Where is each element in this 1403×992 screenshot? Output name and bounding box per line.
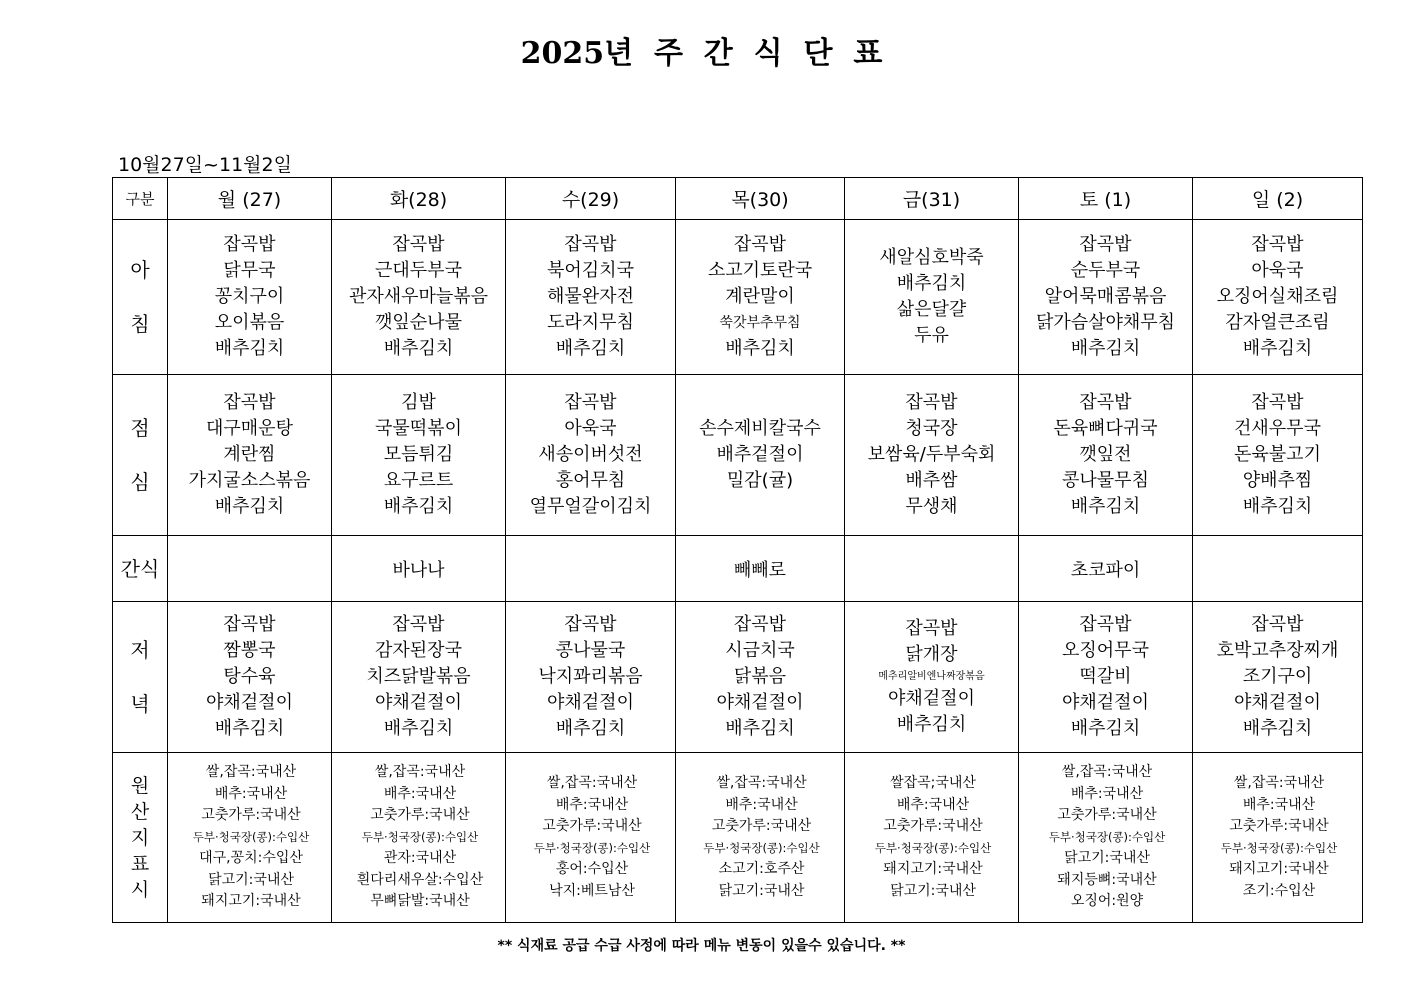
dish-item: 홍어무침: [555, 470, 626, 491]
dinner-cell: [332, 602, 506, 753]
dish-item: 대구매운탕: [206, 418, 293, 439]
origin-item: 닭고기:국내산: [890, 882, 976, 899]
dish-item: 잡곡밥: [223, 234, 276, 255]
dish-item: 국물떡볶이: [375, 418, 462, 439]
dish-list: [845, 616, 1018, 738]
origin-cell: [506, 753, 676, 923]
lunch-cell: [168, 375, 332, 536]
lunch-cell: [1193, 375, 1363, 536]
origin-item: 배추:국내산: [896, 796, 970, 813]
snack-cell: [845, 536, 1019, 602]
dish-list: [1019, 612, 1192, 742]
dish-list: [676, 416, 844, 494]
origin-item: 대구,꽁치:수입산: [199, 850, 303, 867]
dish-list: [1193, 232, 1362, 362]
dinner-cell: [506, 602, 676, 753]
dish-item: 야채겉절이: [716, 692, 804, 713]
dish-item: 요구르트: [383, 470, 454, 491]
origin-list: [845, 773, 1018, 902]
origin-item: 닭고기:국내산: [1064, 850, 1150, 867]
dish-item: 양배추찜: [1242, 470, 1313, 491]
dish-item: 배추김치: [214, 338, 285, 359]
dish-list: [168, 232, 331, 362]
dish-list: [332, 390, 505, 520]
dish-item: 북어김치국: [547, 260, 634, 281]
dinner-cell: [676, 602, 845, 753]
dish-list: [506, 390, 675, 520]
dish-item: 잡곡밥: [392, 614, 445, 635]
dish-item: 콩나물무침: [1062, 470, 1149, 491]
dish-item: 배추겉절이: [716, 444, 804, 465]
dish-list: [1193, 390, 1362, 520]
origin-item: 돼지고기:국내산: [201, 893, 301, 910]
dish-item: 닭무국: [223, 260, 276, 281]
origin-label: [113, 753, 168, 923]
origin-item: 쌀,잡곡:국내산: [205, 764, 297, 781]
dish-item: 계란찜: [223, 444, 276, 465]
dish-item: 배추김치: [1242, 718, 1313, 739]
dish-item: 두유: [914, 325, 949, 346]
origin-list: [1193, 773, 1362, 902]
snack-cell: [506, 536, 676, 602]
dish-item: 호박고추장찌개: [1216, 640, 1339, 661]
dish-item: 잡곡밥: [1251, 234, 1304, 255]
origin-list: [506, 773, 675, 902]
dish-item: 무생채: [905, 496, 958, 517]
origin-item: 배추:국내산: [1242, 796, 1316, 813]
lunch-cell: [506, 375, 676, 536]
breakfast-label: [113, 220, 168, 375]
dish-list: [506, 612, 675, 742]
dish-list: [168, 390, 331, 520]
breakfast-cell: [332, 220, 506, 375]
dish-list: [845, 245, 1018, 349]
dish-item: 배추김치: [1242, 496, 1313, 517]
origin-item: 배추:국내산: [555, 796, 629, 813]
origin-item: 배추:국내산: [1070, 785, 1144, 802]
dish-item: 잡곡밥: [1251, 392, 1304, 413]
dish-item: 감자얼큰조림: [1225, 312, 1330, 333]
origin-item: 두부·청국장(콩):수입산: [703, 840, 820, 855]
origin-item: 고춧가루:국내산: [542, 818, 642, 834]
day-header: 월 (27): [168, 178, 332, 220]
breakfast-cell: [506, 220, 676, 375]
dish-item: 야채겉절이: [547, 692, 634, 713]
dish-item: 잡곡밥: [392, 234, 445, 255]
label-char: 심: [130, 470, 150, 494]
origin-item: 닭고기:국내산: [208, 871, 294, 888]
dish-item: 야채겉절이: [206, 692, 293, 713]
day-header: 수(29): [506, 178, 676, 220]
day-header: 화(28): [332, 178, 506, 220]
lunch-cell: [845, 375, 1019, 536]
dish-item: 배추김치: [1070, 718, 1141, 739]
dish-item: 잡곡밥: [1251, 614, 1304, 635]
dish-item: 닭가슴살야채무침: [1035, 312, 1176, 333]
dish-item: 배추김치: [725, 718, 795, 739]
breakfast-cell: [1019, 220, 1193, 375]
origin-item: 두부·청국장(콩):수입산: [1220, 840, 1338, 855]
label-char: 산: [130, 800, 150, 823]
dish-item: 짬뽕국: [223, 640, 276, 661]
origin-item: 쌀,잡곡:국내산: [374, 764, 466, 781]
label-char: 표: [130, 852, 150, 875]
dish-item: 청국장: [905, 418, 958, 439]
dish-item: 잡곡밥: [1079, 614, 1132, 635]
origin-cell: [1193, 753, 1363, 923]
label-char: 지: [130, 826, 150, 849]
dish-item: 오이볶음: [214, 312, 285, 333]
dish-item: 배추김치: [383, 338, 454, 359]
dish-item: 잡곡밥: [1079, 234, 1132, 255]
dish-item: 깻잎순나물: [375, 312, 462, 333]
origin-item: 고춧가루:국내산: [201, 807, 301, 824]
dish-item: 아욱국: [564, 418, 617, 439]
dish-item: 근대두부국: [375, 260, 462, 281]
origin-cell: [332, 753, 506, 923]
origin-cell: [845, 753, 1019, 923]
origin-item: 오징어:원양: [1070, 893, 1144, 910]
origin-item: 쌀,잡곡:국내산: [1061, 764, 1153, 781]
dish-item: 시금치국: [725, 640, 795, 661]
dish-item: 야채겉절이: [888, 688, 975, 709]
snack-label: 간식: [113, 536, 168, 602]
dish-item: 새송이버섯전: [538, 444, 643, 465]
dish-item: 오징어실채조림: [1216, 286, 1339, 307]
page-title: 2025년 주 간 식 단 표: [520, 36, 883, 71]
lunch-row: [113, 375, 1363, 536]
weekly-menu-table: [112, 177, 1363, 923]
dish-item: 잡곡밥: [564, 392, 617, 413]
dish-list: [1019, 390, 1192, 520]
dish-item: 배추쌈: [905, 470, 958, 491]
dish-item: 야채겉절이: [1062, 692, 1149, 713]
day-header: 목(30): [676, 178, 845, 220]
origin-item: 고춧가루:국내산: [711, 818, 812, 834]
lunch-label: [113, 375, 168, 536]
dish-item: 돈육불고기: [1234, 444, 1321, 465]
origin-item: 두부·청국장(콩):수입산: [874, 840, 992, 855]
dish-item: 배추김치: [383, 496, 454, 517]
origin-item: 낙지:베트남산: [549, 882, 635, 899]
lunch-cell: [1019, 375, 1193, 536]
dish-item: 잡곡밥: [223, 614, 276, 635]
dish-item: 잡곡밥: [564, 614, 617, 635]
lunch-cell: [332, 375, 506, 536]
label-char: 침: [130, 312, 150, 336]
day-header: 금(31): [845, 178, 1019, 220]
dish-item: 배추김치: [555, 338, 626, 359]
dish-item: 치즈닭발볶음: [366, 666, 471, 687]
origin-item: 쌀잡곡;국내산: [890, 775, 976, 791]
snack-cell: 빼빼로: [676, 536, 845, 602]
origin-item: 배추:국내산: [725, 796, 798, 813]
corner-label: 구분: [113, 178, 168, 220]
dish-item: 오징어무국: [1062, 640, 1149, 661]
snack-cell: 바나나: [332, 536, 506, 602]
origin-item: 쌀,잡곡:국내산: [1233, 775, 1325, 791]
origin-cell: [168, 753, 332, 923]
dish-item: 낙지꽈리볶음: [538, 666, 643, 687]
breakfast-cell: [1193, 220, 1363, 375]
dish-item: 배추김치: [383, 718, 454, 739]
dish-item: 배추김치: [555, 718, 626, 739]
snack-cell: 초코파이: [1019, 536, 1193, 602]
dish-item: 콩나물국: [555, 640, 626, 661]
origin-item: 흰다리새우살:수입산: [356, 871, 484, 888]
dish-item: 순두부국: [1070, 260, 1141, 281]
dish-item: 배추김치: [1242, 338, 1313, 359]
dish-item: 조기구이: [1242, 666, 1313, 687]
dish-item: 소고기토란국: [707, 260, 813, 281]
dish-item: 배추김치: [1070, 496, 1141, 517]
dish-list: [845, 390, 1018, 520]
dish-item: 닭볶음: [733, 666, 787, 687]
dish-item: 야채겉절이: [375, 692, 462, 713]
dish-item: 돈육뼈다귀국: [1053, 418, 1158, 439]
dish-item: 도라지무침: [547, 312, 634, 333]
breakfast-cell: [845, 220, 1019, 375]
dish-list: [168, 612, 331, 742]
dish-item: 야채겉절이: [1234, 692, 1321, 713]
origin-item: 쌀,잡곡:국내산: [546, 775, 638, 791]
label-char: 아: [130, 258, 150, 282]
dish-item: 배추김치: [1070, 338, 1141, 359]
dinner-cell: [1019, 602, 1193, 753]
origin-item: 관자:국내산: [383, 850, 457, 867]
dish-item: 손수제비칼국수: [699, 418, 821, 439]
origin-item: 조기:수입산: [1242, 882, 1316, 899]
dish-list: [506, 232, 675, 362]
origin-item: 배추:국내산: [383, 785, 457, 802]
dinner-cell: [168, 602, 332, 753]
breakfast-cell: [168, 220, 332, 375]
snack-cell: [1193, 536, 1363, 602]
lunch-cell: [676, 375, 845, 536]
day-header: 토 (1): [1019, 178, 1193, 220]
label-char: 시: [130, 878, 150, 901]
origin-item: 두부·청국장(콩):수입산: [361, 829, 479, 844]
dish-item: 알어묵매콤볶음: [1044, 286, 1167, 307]
dish-item: 삶은달걀: [896, 299, 967, 320]
origin-item: 두부·청국장(콩):수입산: [533, 840, 651, 855]
dish-item: 계란말이: [725, 286, 795, 307]
snack-row: [113, 536, 1363, 602]
dinner-label: [113, 602, 168, 753]
dinner-cell: [1193, 602, 1363, 753]
snack-cell: [168, 536, 332, 602]
dish-item: 배추김치: [725, 338, 795, 359]
dish-item: 잡곡밥: [564, 234, 617, 255]
dish-item: 잡곡밥: [223, 392, 276, 413]
dish-list: [332, 232, 505, 362]
origin-item: 닭고기:국내산: [718, 882, 805, 899]
origin-row: [113, 753, 1363, 923]
origin-cell: [676, 753, 845, 923]
dish-list: [1193, 612, 1362, 742]
header-row: [113, 178, 1363, 220]
dish-item: 관자새우마늘볶음: [348, 286, 489, 307]
dish-list: [332, 612, 505, 742]
dish-item: 건새우무국: [1234, 418, 1321, 439]
origin-item: 무뼈닭발:국내산: [370, 893, 470, 910]
dish-item: 잡곡밥: [905, 392, 958, 413]
origin-item: 돼지고기:국내산: [883, 861, 983, 877]
origin-item: 돼지고기:국내산: [1229, 861, 1329, 877]
date-range: 10월27일~11월2일: [118, 154, 292, 176]
dinner-row: [113, 602, 1363, 753]
dish-item: 아욱국: [1251, 260, 1304, 281]
dinner-cell: [845, 602, 1019, 753]
dish-item: 배추김치: [214, 496, 285, 517]
dish-item: 김밥: [401, 392, 436, 413]
dish-item: 쑥갓부추무침: [719, 315, 801, 331]
origin-item: 고춧가루:국내산: [883, 818, 983, 834]
dish-item: 잡곡밥: [733, 614, 787, 635]
origin-item: 소고기:호주산: [718, 861, 805, 877]
dish-item: 잡곡밥: [733, 234, 787, 255]
dish-item: 배추김치: [214, 718, 285, 739]
dish-item: 감자된장국: [375, 640, 462, 661]
dish-item: 메추리알비엔나짜장볶음: [878, 671, 985, 682]
dish-item: 떡갈비: [1079, 666, 1132, 687]
origin-list: [676, 773, 844, 902]
dish-list: [676, 232, 844, 362]
dish-item: 가지굴소스볶음: [188, 470, 311, 491]
dish-item: 해물완자전: [547, 286, 634, 307]
dish-item: 꽁치구이: [214, 286, 285, 307]
dish-item: 새알심호박죽: [879, 247, 984, 268]
origin-list: [1019, 762, 1192, 913]
dish-item: 배추김치: [896, 714, 967, 735]
label-char: 저: [130, 638, 150, 662]
dish-item: 보쌈육/두부숙회: [867, 444, 996, 465]
origin-item: 쌀,잡곡:국내산: [716, 775, 807, 791]
label-char: 녁: [130, 692, 150, 716]
origin-item: 두부·청국장(콩):수입산: [1048, 829, 1166, 844]
dish-item: 밀감(귤): [726, 470, 794, 491]
dish-item: 깻잎전: [1079, 444, 1132, 465]
day-header: 일 (2): [1193, 178, 1363, 220]
dish-item: 잡곡밥: [905, 618, 958, 639]
origin-list: [168, 762, 331, 913]
breakfast-cell: [676, 220, 845, 375]
origin-item: 홍어:수입산: [555, 861, 629, 877]
notice-text: ** 식재료 공급 수급 사정에 따라 메뉴 변동이 있을수 있습니다. **: [497, 938, 906, 954]
origin-item: 고춧가루:국내산: [1057, 807, 1157, 824]
breakfast-row: [113, 220, 1363, 375]
dish-item: 잡곡밥: [1079, 392, 1132, 413]
origin-item: 고춧가루:국내산: [370, 807, 470, 824]
dish-item: 닭개장: [905, 644, 958, 665]
origin-list: [332, 762, 505, 913]
origin-item: 배추:국내산: [214, 785, 288, 802]
dish-item: 열무얼갈이김치: [529, 496, 652, 517]
label-char: 점: [130, 416, 150, 440]
dish-item: 탕수육: [223, 666, 276, 687]
origin-item: 돼지등뼈:국내산: [1057, 871, 1157, 888]
dish-item: 모듬튀김: [383, 444, 454, 465]
origin-item: 고춧가루:국내산: [1229, 818, 1329, 834]
origin-cell: [1019, 753, 1193, 923]
dish-item: 배추김치: [896, 273, 967, 294]
dish-list: [1019, 232, 1192, 362]
origin-item: 두부·청국장(콩):수입산: [192, 829, 310, 844]
dish-list: [676, 612, 844, 742]
label-char: 원: [130, 774, 150, 797]
